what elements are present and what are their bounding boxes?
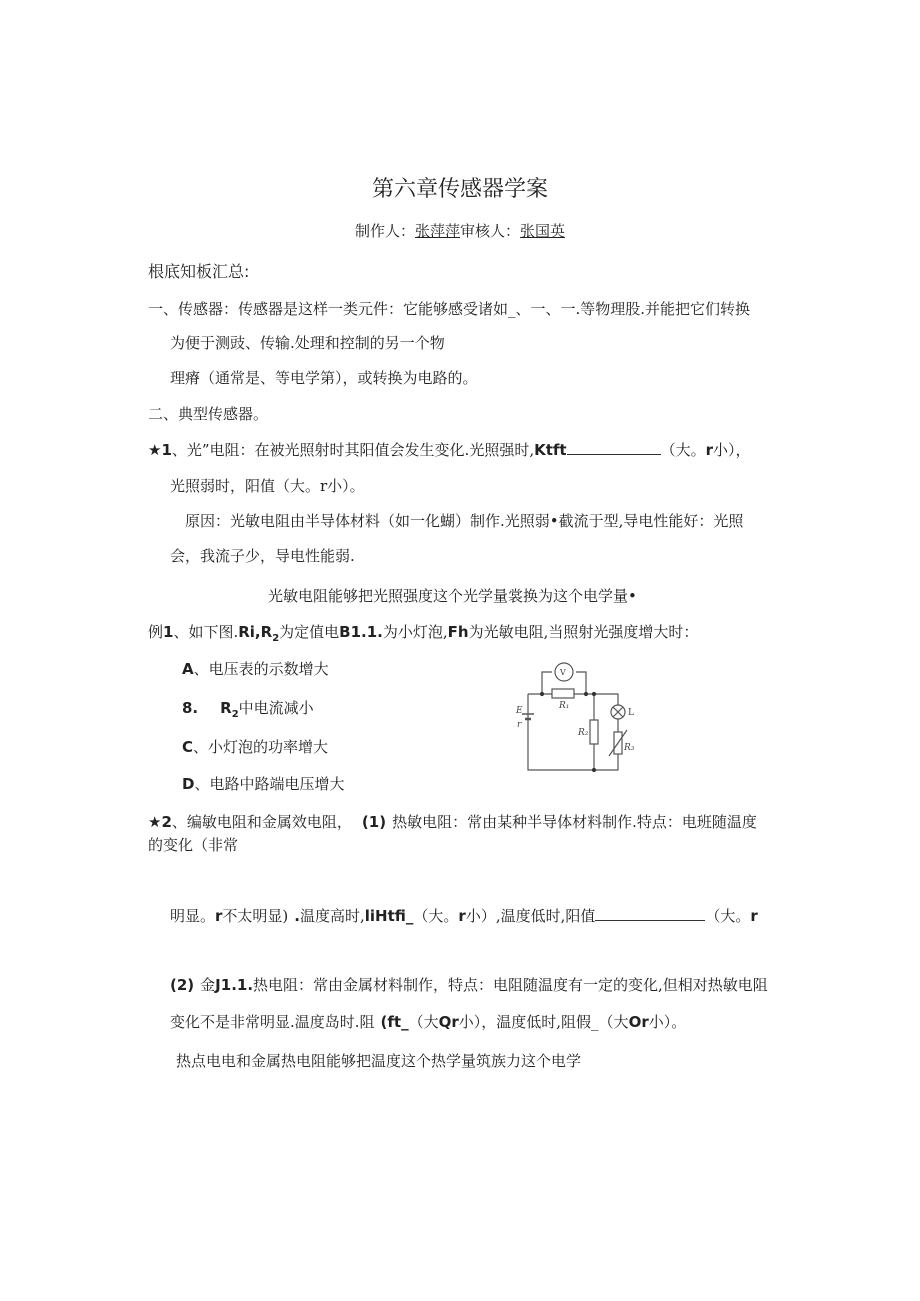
circuit-wire <box>528 694 618 770</box>
item2-bold-a: (1) <box>361 813 387 831</box>
item1-blank <box>567 440 661 455</box>
example1-text-b: 为定值电 <box>279 623 340 641</box>
option-b <box>182 698 314 725</box>
summary-heading: 根底知板汇总: <box>148 262 250 281</box>
r3-label: R₃ <box>624 743 635 753</box>
item2-line3-bold-d: r <box>458 907 466 925</box>
metal-line2 <box>170 1012 686 1032</box>
option-b-label: 8. <box>182 699 199 717</box>
reviewer-label: 审核人： <box>460 222 521 240</box>
option-c-label: C <box>182 738 194 756</box>
item1-reason1: 原因：光敏电阻由半导体材料（如一化蝴）制作.光照弱•截流于型,导电性能好：光照 <box>185 512 744 530</box>
metal2-bold-b: Qr <box>438 1013 459 1031</box>
item2-line3-bold-f: r <box>750 907 758 925</box>
section1-line1: 一、传感器：传感器是这样一类元件：它能够感受诸如_、一、一.等物理股.并能把它们转换 <box>148 300 751 318</box>
metal2-a: 变化不是非常明显.温度岛时.阻 <box>170 1013 375 1031</box>
r2-label: R₂ <box>578 728 589 738</box>
item1-text-b: （大。 <box>660 441 706 459</box>
item1-bold-b: r <box>705 441 714 459</box>
option-b-r: R <box>220 699 232 717</box>
item1-bold-a: Ktft <box>534 441 567 459</box>
example1-question <box>148 622 698 649</box>
item2-line3-e: 小）,温度低时,阳值 <box>465 907 596 925</box>
item2-line3-a: 明显。 <box>170 907 216 925</box>
circuit-diagram <box>510 658 640 776</box>
example1-text-d: 为光敏电阻,当照射光强度增大时： <box>468 623 699 641</box>
item1-conclusion: 光敏电阻能够把光照强度这个光学量裳换为这个电学量• <box>268 587 637 605</box>
r1-label: R₁ <box>559 701 570 711</box>
item2-conclusion: 热点电电和金属热电阻能够把温度这个热学量筑族力这个电学 <box>176 1052 582 1070</box>
section2-heading: 二、典型传感器。 <box>148 405 269 423</box>
emf-label: E <box>516 706 523 716</box>
option-c-text: 、小灯泡的功率增大 <box>193 738 329 756</box>
example1-text-a: 、如下图. <box>173 623 239 641</box>
metal2-b: （大 <box>408 1013 439 1031</box>
r1-resistor <box>552 689 574 698</box>
example1-text-c: 为小灯泡, <box>382 623 448 641</box>
item2-line3-bold-c: liHtfi_ <box>364 907 414 925</box>
internal-resistance-label: r <box>517 720 522 730</box>
item2-line3-bold-a: r <box>215 907 223 925</box>
item2-line3-c: 温度高时, <box>299 907 365 925</box>
metal1-b: 热电阻：常由金属材料制作，特点：电阻随温度有一定的变化,但相对热敏电阻 <box>253 976 768 994</box>
item2-line3-bold-b: . <box>294 907 300 925</box>
option-a-text: 、电压表的示数增大 <box>193 660 329 678</box>
example1-bold-b: B1.1. <box>339 623 383 641</box>
metal2-bold-a: (ft_ <box>380 1013 409 1031</box>
item2-line2: 的变化（非常 <box>148 836 239 854</box>
option-a <box>182 659 329 679</box>
reviewer-name: 张国英 <box>520 222 566 240</box>
option-d-label: D <box>182 775 195 793</box>
example1-bold-a: Ri,R <box>238 623 273 641</box>
item1-text-c: 小）， <box>713 441 751 459</box>
item1-line2: 光照弱时，阳值（大。r小）。 <box>170 477 365 495</box>
authors-line <box>0 221 920 241</box>
metal1-bold-a: (2) <box>170 976 195 994</box>
item2-line3-d: （大。 <box>413 907 459 925</box>
option-b-sub: 2 <box>231 709 239 720</box>
item2-star: ★2 <box>148 813 172 831</box>
option-b-text: 中电流减小 <box>238 699 314 717</box>
item2-line1 <box>148 812 757 832</box>
metal1-a: 金 <box>200 976 216 994</box>
metal-line1 <box>170 975 768 995</box>
metal1-bold-b: J1.1. <box>215 976 254 994</box>
metal2-d: 小）。 <box>648 1013 687 1031</box>
item2-text-b: 热敏电阻：常由某种半导体材料制作.特点：电班随温度 <box>392 813 757 831</box>
section1-line3: 理瘠（通常是、等电学第），或转换为电路的。 <box>170 369 478 387</box>
item2-line3-b: 不太明显) <box>222 907 289 925</box>
metal2-c: 小），温度低时,阻假_（大 <box>458 1013 629 1031</box>
example1-prefix: 例 <box>148 623 164 641</box>
example1-bold-c: Fh <box>447 623 469 641</box>
item2-line3 <box>170 906 758 926</box>
item1-text-a: 、光”电阻：在被光照射时其阳值会发生变化.光照强时, <box>171 441 535 459</box>
section1-line2: 为便于测豉、传输.处理和控制的另一个物 <box>170 334 445 352</box>
item2-line3-f: （大。 <box>705 907 751 925</box>
metal2-bold-c: Or <box>628 1013 649 1031</box>
maker-label: 制作人： <box>354 222 415 240</box>
r2-resistor <box>590 720 598 744</box>
page-title: 第六章传感器学案 <box>371 177 548 202</box>
option-d <box>182 774 344 794</box>
option-d-text: 、电路中路端电压增大 <box>194 775 345 793</box>
item1-line1 <box>148 440 751 460</box>
example1-num: 1 <box>163 623 174 641</box>
item1-star: ★1 <box>148 441 172 459</box>
item1-reason2: 会，我流子少，导电性能弱. <box>170 547 355 565</box>
option-c <box>182 737 328 757</box>
lamp-label: L <box>628 708 634 718</box>
item2-text-a: 、编敏电阻和金属效电阻， <box>171 813 352 831</box>
maker-name: 张萍萍 <box>414 222 460 240</box>
option-a-label: A <box>182 660 194 678</box>
item2-blank <box>595 906 705 921</box>
voltmeter-label: V <box>560 668 566 677</box>
example1-sub-a: 2 <box>272 633 280 644</box>
